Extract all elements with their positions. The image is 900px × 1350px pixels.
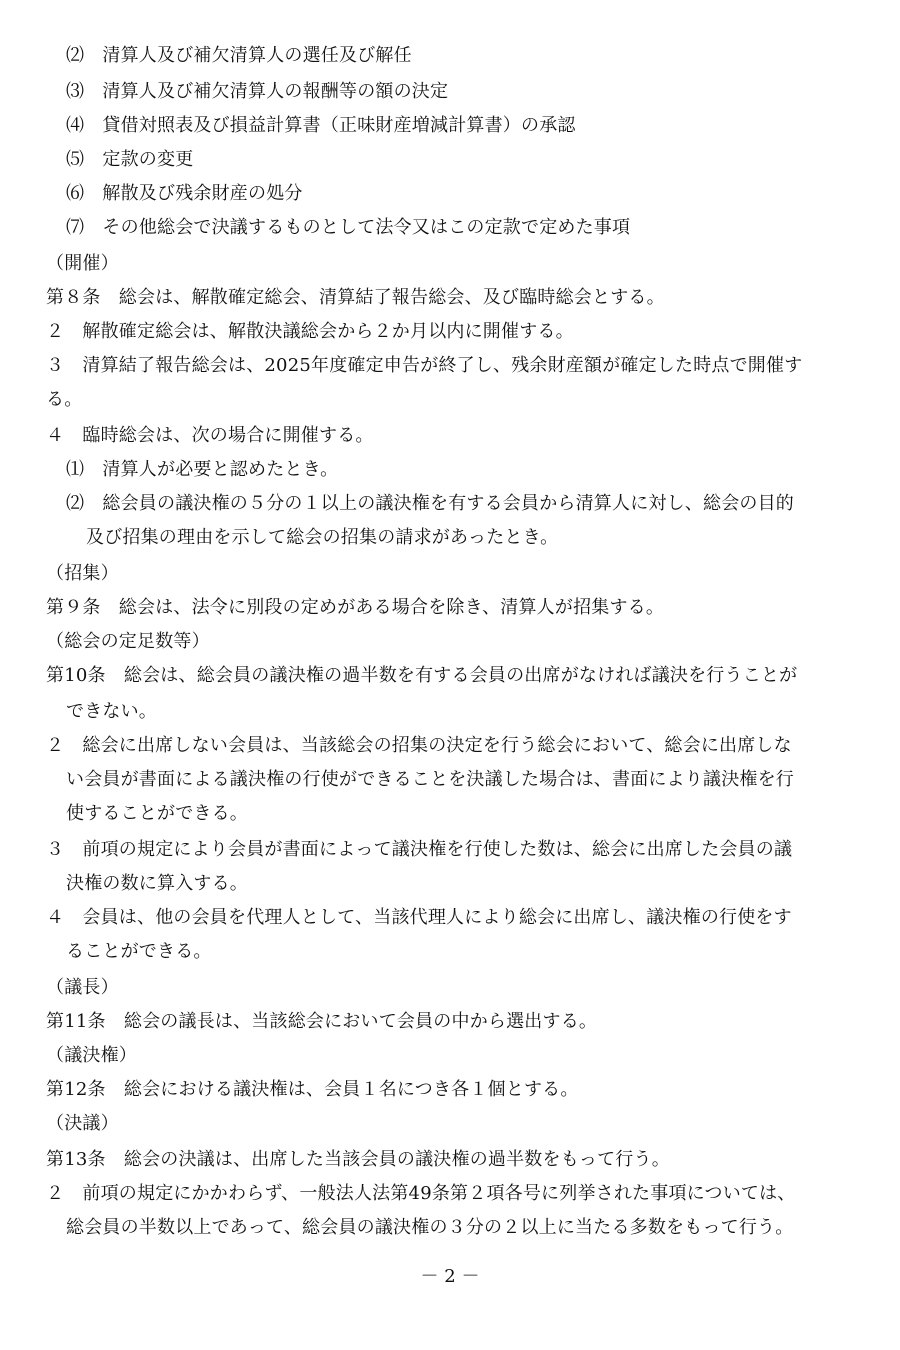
text-line: ⑹ 解散及び残余財産の処分	[66, 183, 303, 204]
text-line: ⑴ 清算人が必要と認めたとき。	[66, 459, 339, 480]
text-line: る。	[46, 389, 83, 410]
article-line: 第８条 総会は、解散確定総会、清算結了報告総会、及び臨時総会とする。	[46, 287, 665, 308]
text-line: ることができる。	[66, 941, 212, 962]
section-heading: （招集）	[46, 563, 119, 584]
text-line: ２ 前項の規定にかかわらず、一般法人法第49条第２項各号に列挙された事項については、	[46, 1183, 796, 1204]
text-line: 使することができる。	[66, 803, 248, 824]
article-line: 第９条 総会は、法令に別段の定めがある場合を除き、清算人が招集する。	[46, 597, 665, 618]
text-line: ⑸ 定款の変更	[66, 149, 194, 170]
text-line: ⑵ 総会員の議決権の５分の１以上の議決権を有する会員から清算人に対し、総会の目的	[66, 493, 794, 514]
text-line: ⑷ 貸借対照表及び損益計算書（正味財産増減計算書）の承認	[66, 115, 576, 136]
article-line: 第10条 総会は、総会員の議決権の過半数を有する会員の出席がなければ議決を行うことが	[46, 665, 798, 686]
text-line: ３ 清算結了報告総会は、2025年度確定申告が終了し、残余財産額が確定した時点で開催す	[46, 355, 803, 376]
section-heading: （開催）	[46, 253, 119, 274]
text-line: ４ 会員は、他の会員を代理人として、当該代理人により総会に出席し、議決権の行使をす	[46, 907, 792, 928]
text-line: ⑵ 清算人及び補欠清算人の選任及び解任	[66, 45, 412, 66]
article-line: 第12条 総会における議決権は、会員１名につき各１個とする。	[46, 1079, 579, 1100]
text-line: い会員が書面による議決権の行使ができることを決議した場合は、書面により議決権を行	[66, 769, 794, 790]
text-line: ２ 解散確定総会は、解散決議総会から２か月以内に開催する。	[46, 321, 574, 342]
text-line: できない。	[66, 701, 157, 722]
text-line: ⑺ その他総会で決議するものとして法令又はこの定款で定めた事項	[66, 217, 631, 238]
text-line: 決権の数に算入する。	[66, 873, 248, 894]
page-number: － 2 －	[420, 1266, 480, 1287]
text-line: 総会員の半数以上であって、総会員の議決権の３分の２以上に当たる多数をもって行う。	[66, 1217, 794, 1238]
section-heading: （総会の定足数等）	[46, 631, 210, 652]
article-line: 第13条 総会の決議は、出席した当該会員の議決権の過半数をもって行う。	[46, 1149, 670, 1170]
section-heading: （議決権）	[46, 1045, 137, 1066]
text-line: ２ 総会に出席しない会員は、当該総会の招集の決定を行う総会において、総会に出席しな	[46, 735, 792, 756]
text-line: ３ 前項の規定により会員が書面によって議決権を行使した数は、総会に出席した会員の議	[46, 839, 793, 860]
section-heading: （議長）	[46, 977, 119, 998]
article-line: 第11条 総会の議長は、当該総会において会員の中から選出する。	[46, 1011, 598, 1032]
section-heading: （決議）	[46, 1113, 119, 1134]
text-line: 及び招集の理由を示して総会の招集の請求があったとき。	[86, 527, 559, 548]
text-line: ⑶ 清算人及び補欠清算人の報酬等の額の決定	[66, 81, 449, 102]
text-line: ４ 臨時総会は、次の場合に開催する。	[46, 425, 374, 446]
